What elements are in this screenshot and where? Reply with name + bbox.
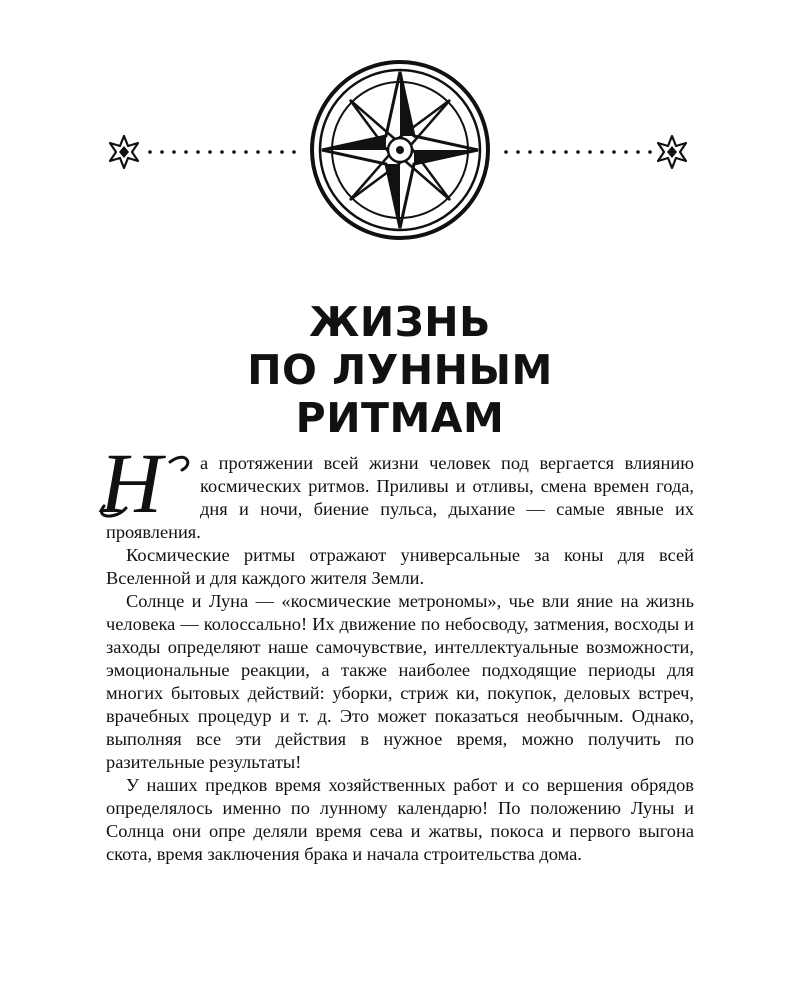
title-line-2: ПО ЛУННЫМ [247, 346, 553, 394]
p1-line-2: вергается влиянию космических ритмов. [200, 453, 694, 496]
paragraph-1 [100, 448, 694, 544]
chapter-title [0, 298, 800, 442]
paragraph-2 [106, 544, 694, 590]
p2-line-2: коны для всей Вселенной и для каждого жителя Земли. [106, 545, 694, 588]
p4-line-1: У наших предков время хозяйственных работ и со [126, 775, 540, 795]
chapter-ornament [0, 60, 800, 250]
paragraph-4 [106, 774, 694, 866]
p2-line-1: Космические ритмы отражают универсальные за [126, 545, 550, 565]
right-star-icon [658, 136, 686, 168]
p4-line-6: дома. [539, 844, 582, 864]
p4-line-3: календарю! По положению Луны и Солнца они опре [106, 798, 694, 841]
p3-line-8: Это может показаться необычным. Однако, выполняя [106, 706, 695, 749]
p3-line-5: эмоциональные реакции, а также наиболее подходящие [106, 660, 589, 680]
p3-line-4: наше самочувствие, интеллектуальные возможности, [267, 637, 694, 657]
p3-line-9: все эти действия в нужное время, можно получить по [196, 729, 694, 749]
right-dotted-line [504, 150, 652, 154]
body-text [100, 448, 695, 866]
p1-line-4: и ночи, биение пульса, дыхание — самые явные их [238, 499, 694, 519]
svg-text:Н: Н [100, 448, 163, 518]
p3-line-3: по небосводу, затмения, восходы и заходы определяют [106, 614, 695, 657]
p3-line-2: яние на жизнь человека — колоссально! Их движение [106, 591, 694, 634]
p4-line-2: вершения обрядов определялось именно по лунному [106, 775, 694, 818]
left-star-icon [110, 136, 138, 168]
drop-cap [96, 448, 196, 518]
p3-line-6: периоды для многих бытовых действий: уборки, стриж [106, 660, 694, 703]
p4-line-4: деляли время сева и жатвы, покоса и первого выгона [253, 821, 694, 841]
title-line-3: РИТМАМ [295, 394, 505, 442]
compass-rose-icon [312, 62, 488, 238]
p3-line-10: разительные результаты! [106, 752, 302, 772]
p4-line-5: скота, время заключения брака и начала строительства [106, 844, 540, 864]
left-dotted-line [148, 150, 296, 154]
title-line-1: ЖИЗНЬ [309, 298, 491, 346]
p3-line-7: ки, покупок, деловых встреч, врачебных процедур и т. д. [106, 683, 694, 726]
p1-line-5: проявления. [106, 522, 201, 542]
p1-line-3: Приливы и отливы, смена времен года, дня [200, 476, 694, 519]
p1-line-1: а протяжении всей жизни человек под [200, 453, 529, 473]
paragraph-3 [106, 590, 694, 774]
p3-line-1: Солнце и Луна — «космические метрономы», чье вли [126, 591, 570, 611]
